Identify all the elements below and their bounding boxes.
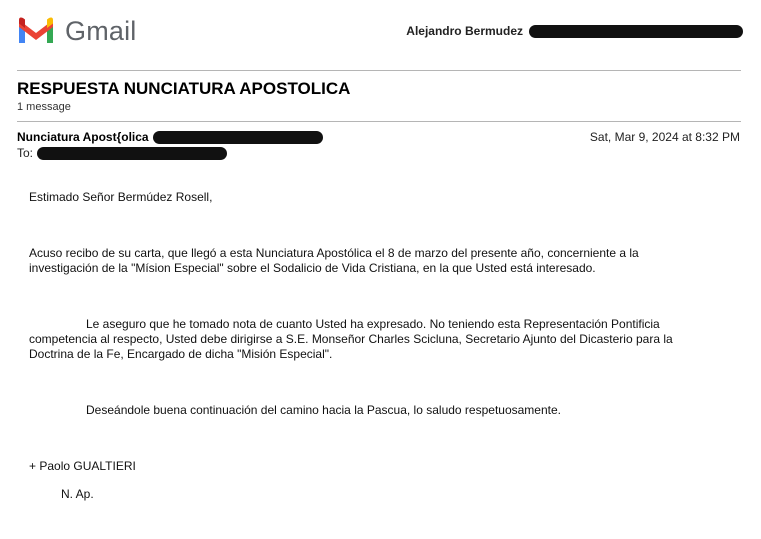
gmail-logo: [16, 16, 137, 46]
paragraph-3: Deseándole buena continuación del camino hacia la Pascua, lo saludo respetuosamente.: [86, 403, 561, 417]
sender-name: Nunciatura Apost{olica: [17, 130, 149, 144]
thread-subject: RESPUESTA NUNCIATURA APOSTOLICA: [17, 79, 351, 98]
message-count: 1 message: [17, 101, 71, 113]
paragraph-1: Acuso recibo de su carta, que llegó a esta Nunciatura Apostólica el 8 de marzo del presente año, concerniente a la investigación de la "Mísion Especial" sobre el Sodalicio de Vida Cristiana, en la que Usted está interesado.: [29, 246, 639, 275]
to-label: To:: [17, 146, 34, 160]
redacted-sender-email: [153, 131, 323, 144]
signature-title: N. Ap.: [61, 487, 94, 501]
gmail-m-icon: [16, 16, 56, 46]
gmail-header: [0, 0, 761, 70]
account-info: [406, 24, 743, 38]
sender-line: [17, 130, 323, 144]
header-divider: [17, 70, 741, 71]
redacted-email: [529, 25, 743, 38]
subject-divider: [17, 121, 741, 122]
paragraph-2: Le aseguro que he tomado nota de cuanto Usted ha expresado. No teniendo esta Representación Pontificia competencia al respecto, Usted debe dirigirse a S.E. Monseñor Charles Scicluna, Secretario Ajunto del Dicasterio para la Doctrina de la Fe, Encargado de dicha "Misión Especial".: [29, 317, 673, 361]
account-name: Alejandro Bermudez: [406, 24, 523, 38]
message-date: Sat, Mar 9, 2024 at 8:32 PM: [589, 130, 740, 144]
signature-name: + Paolo GUALTIERI: [29, 459, 136, 473]
redacted-recipient: [37, 147, 227, 160]
recipient-line: [17, 146, 227, 160]
greeting: Estimado Señor Bermúdez Rosell,: [29, 190, 213, 204]
gmail-wordmark: Gmail: [65, 15, 137, 46]
